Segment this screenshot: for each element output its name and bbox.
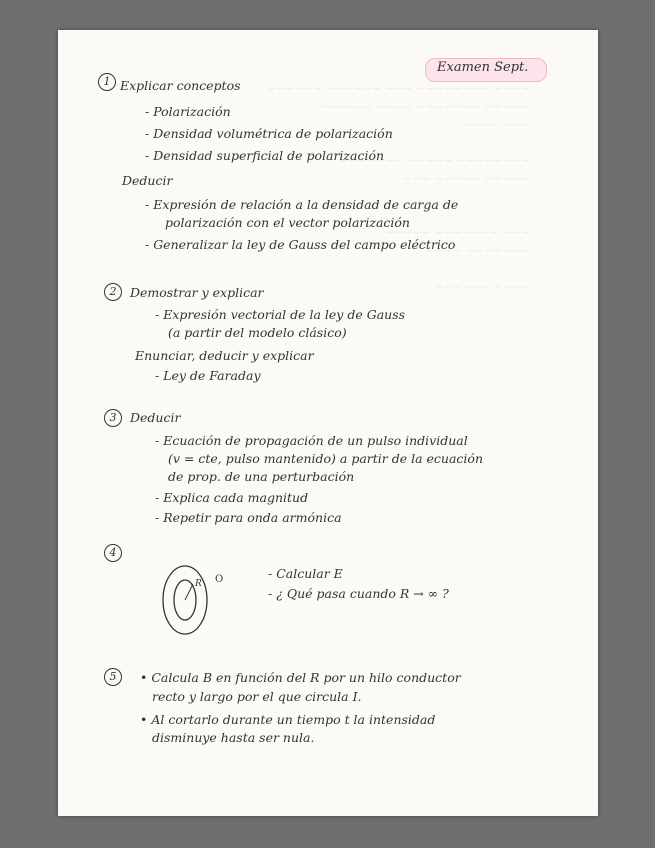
section-1-subitem: polarización con el vector polarización — [165, 215, 410, 230]
section-3-item: - Ecuación de propagación de un pulso individual — [155, 433, 468, 448]
point-label: O — [215, 574, 224, 585]
section-5-item: disminuye hasta ser nula. — [152, 730, 315, 745]
section-5-item: • Calcula B en función del R por un hilo conductor — [140, 670, 461, 685]
radius-label: R — [195, 579, 202, 589]
exam-title: Examen Sept. — [437, 60, 529, 75]
section-1-subitem: - Generalizar la ley de Gauss del campo eléctrico — [145, 237, 456, 252]
section-number-5: 5 — [104, 668, 122, 686]
section-4-item: - Calcular E — [268, 566, 343, 581]
section-4-item: - ¿ Qué pasa cuando R → ∞ ? — [268, 586, 449, 601]
section-number-1: 1 — [98, 73, 116, 91]
section-5-item: • Al cortarlo durante un tiempo t la intensidad — [140, 712, 436, 727]
section-number-2: 2 — [104, 283, 122, 301]
section-3-heading: Deducir — [130, 410, 181, 425]
section-1-subheading: Deducir — [122, 173, 173, 188]
section-2-item: (a partir del modelo clásico) — [168, 325, 347, 340]
section-1-item: - Polarización — [145, 104, 231, 119]
section-1-subitem: - Expresión de relación a la densidad de carga de — [145, 197, 459, 212]
section-2-subheading: Enunciar, deducir y explicar — [135, 348, 314, 363]
section-3-item: de prop. de una perturbación — [168, 469, 355, 484]
section-2-item: - Expresión vectorial de la ley de Gauss — [155, 307, 406, 322]
section-2-subitem: - Ley de Faraday — [155, 368, 261, 383]
section-1-heading: Explicar conceptos — [120, 78, 241, 93]
section-3-item: (v = cte, pulso mantenido) a partir de la ecuación — [168, 451, 483, 466]
bleed-through-texture: ~~~~ ~~~~~~~~ ~~~ ~~~~~~ ~~~~~~ ~~~~~ ~~~~~~~ ~~~~ ~~~~~~ ~~~ ~~~~ ~~~~~~~~ ~~~~~ ~~~~~~~ ~~~~~ ~~~~~ ~~~ ~~~ ~~~~~~~ ~~~~~ ~~~~~~~ ~~~~ ~~~~ ~~~~~~ — [267, 82, 530, 293]
section-2-heading: Demostrar y explicar — [130, 285, 264, 300]
section-number-3: 3 — [104, 409, 122, 427]
section-5-item: recto y largo por el que circula I. — [152, 689, 362, 704]
section-1-item: - Densidad superficial de polarización — [145, 148, 385, 163]
concentric-rings-figure — [155, 560, 225, 640]
section-3-item: - Explica cada magnitud — [155, 490, 309, 505]
section-1-item: - Densidad volumétrica de polarización — [145, 126, 393, 141]
radius-line — [185, 584, 193, 600]
section-number-4: 4 — [104, 544, 122, 562]
section-3-item: - Repetir para onda armónica — [155, 510, 342, 525]
